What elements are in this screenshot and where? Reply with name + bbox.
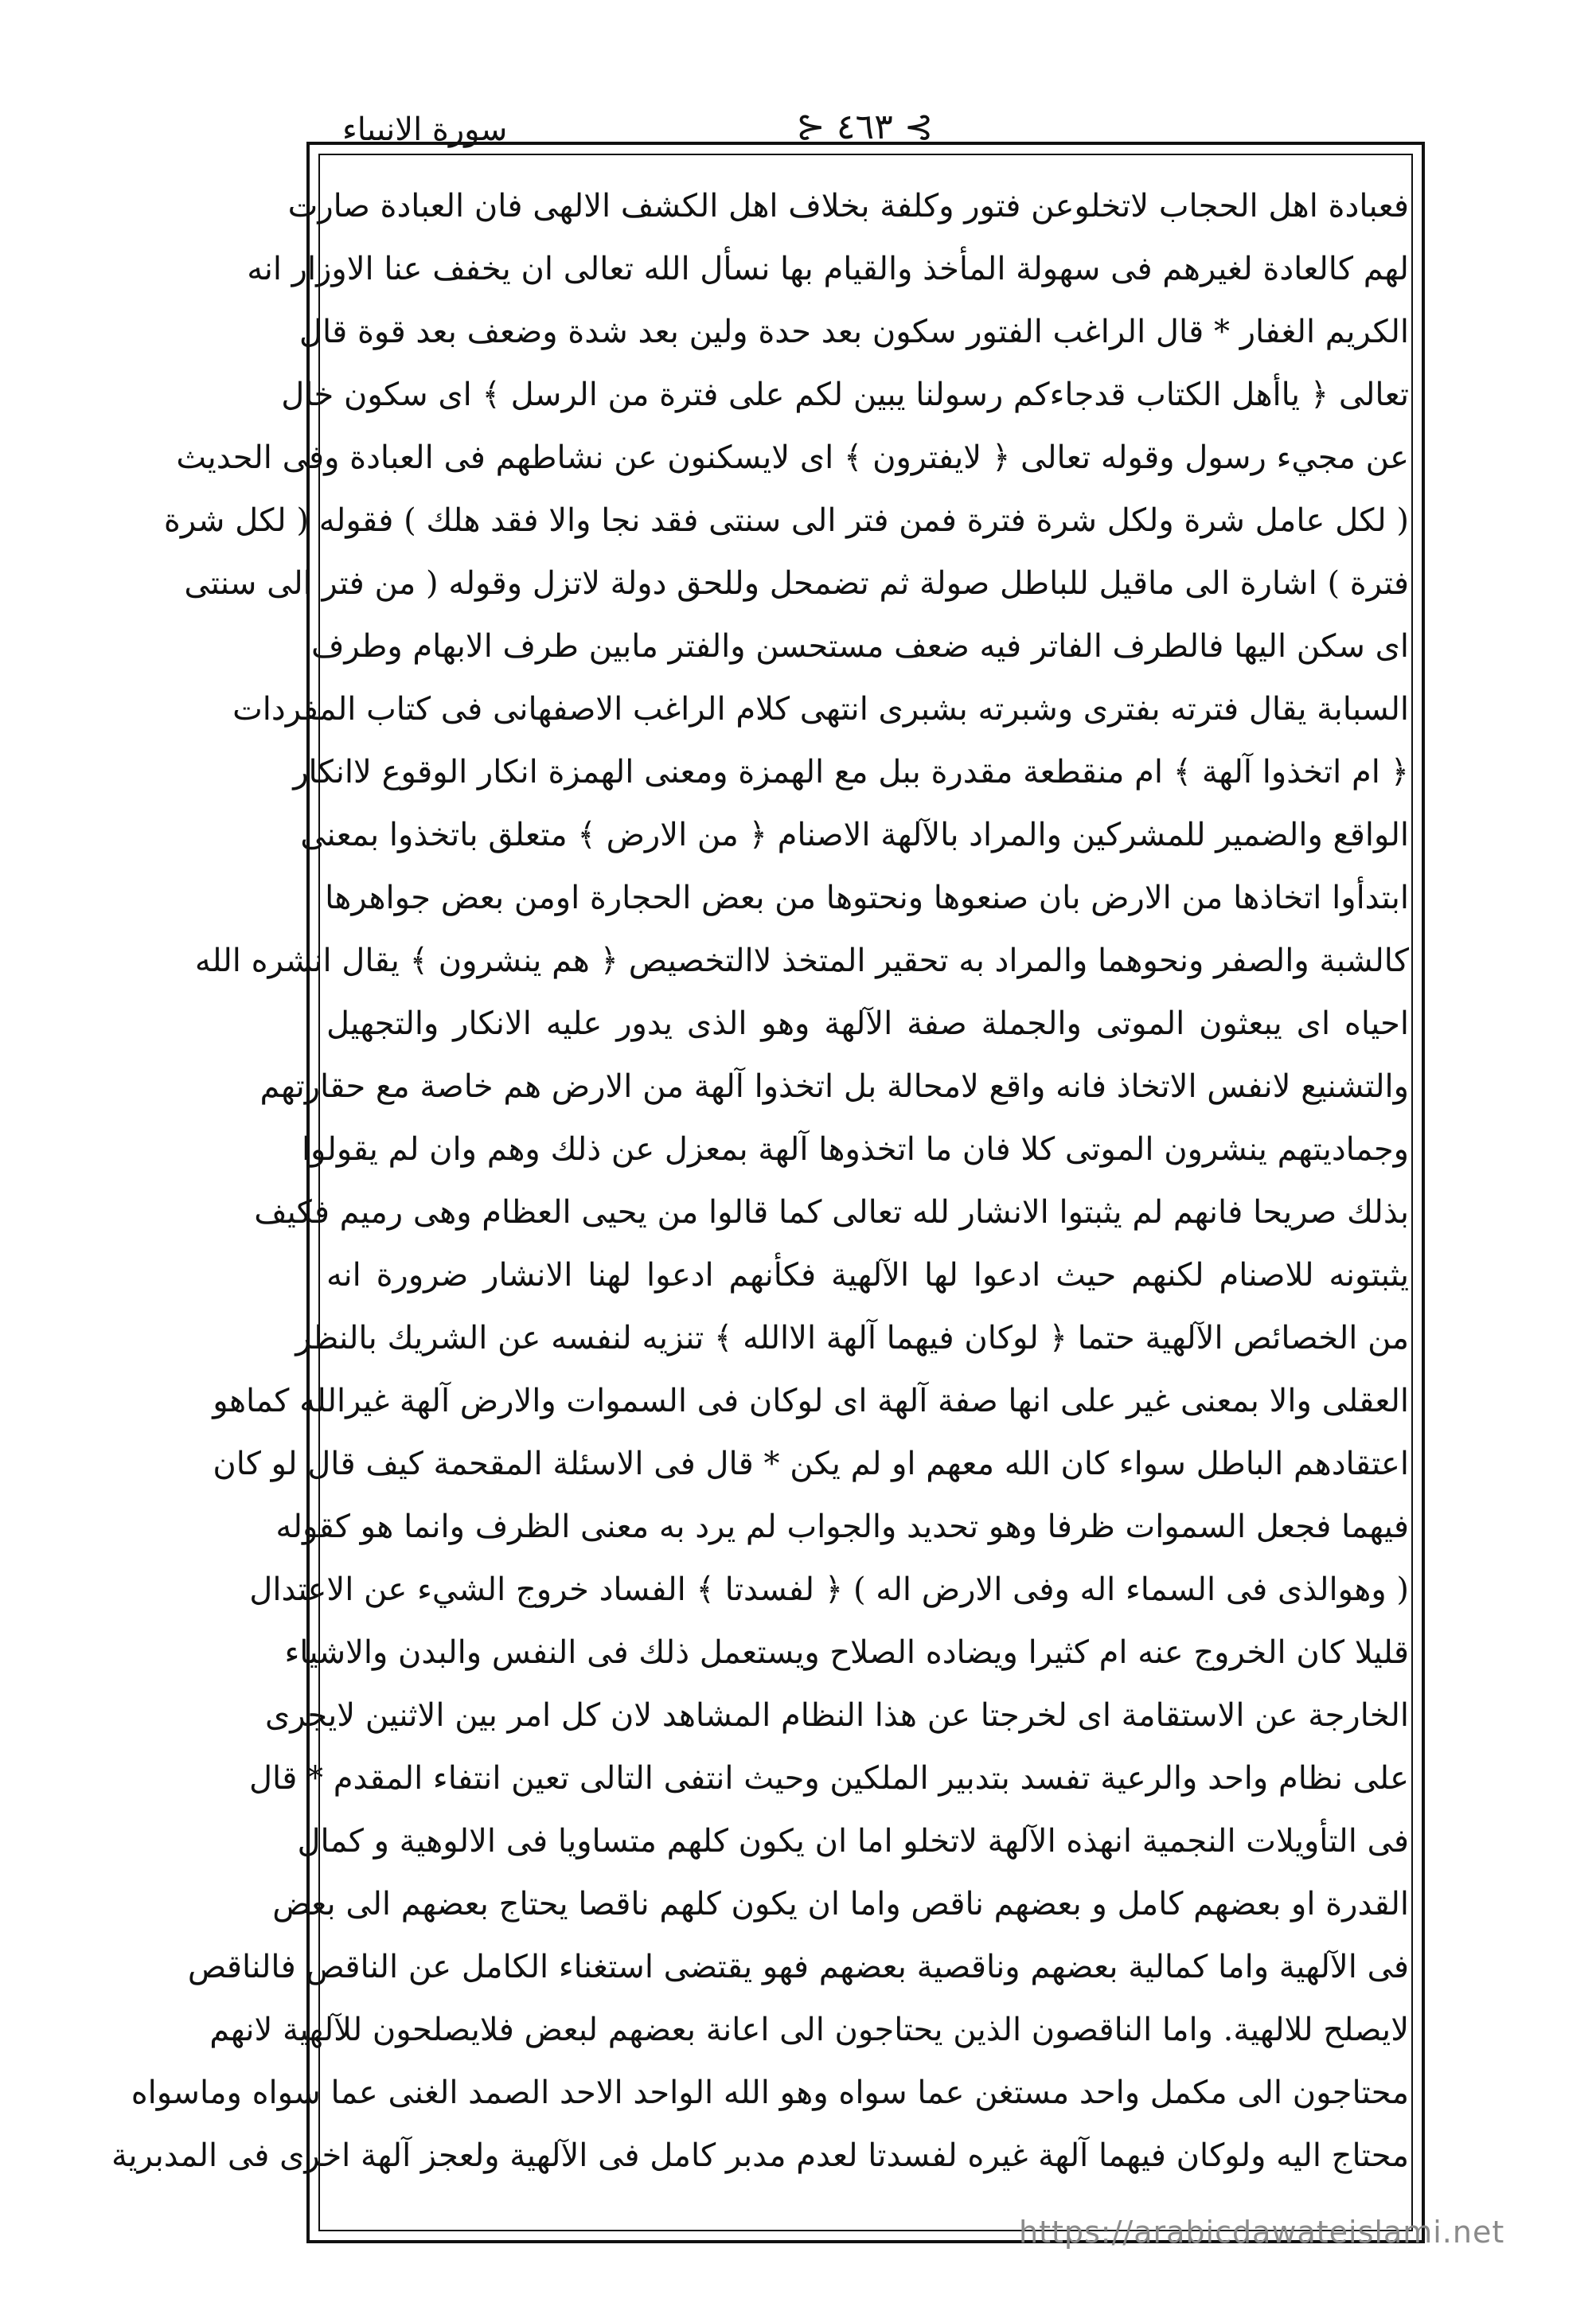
text-line: فيهما فجعل السموات ظرفا وهو تحديد والجواب لم يرد به معنى الظرف وانما هو كقوله [275, 1509, 1409, 1545]
text-line: فى الآلهية واما كمالية بعضهم وناقصية بعضهم فهو يقتضى استغناء الكامل عن الناقص فالناقص [187, 1949, 1409, 1985]
page-number: ⊱ ٤٦٣ ⊰ [796, 107, 934, 147]
text-line: تعالى ﴿ ياأهل الكتاب قدجاءكم رسولنا يبين لكم على فترة من الرسل ﴾ اى سكون خال [281, 377, 1409, 413]
text-line: كالشبة والصفر ونحوهما والمراد به تحقير المتخذ لاالتخصيص ﴿ هم ينشرون ﴾ يقال انشره الله [194, 943, 1409, 979]
text-line: عن مجيء رسول وقوله تعالى ﴿ لايفترون ﴾ اى لايسكنون عن نشاطهم فى العبادة وفى الحديث [176, 439, 1409, 476]
text-line: لهم كالعادة لغيرهم فى سهولة المأخذ والقيام بها نسأل الله تعالى ان يخفف عنا الاوزار انه [247, 251, 1409, 287]
text-line: على نظام واحد والرعية تفسد بتدبير الملكين وحيث انتفى التالى تعين انتفاء المقدم * قال [248, 1760, 1409, 1797]
text-line: السبابة يقال فترته بفترى وشبرته بشبرى انتهى كلام الراغب الاصفهانى فى كتاب المفردات [232, 691, 1409, 728]
text-line: من الخصائص الآلهية حتما ﴿ لوكان فيهما آلهة الاالله ﴾ تنزيه لنفسه عن الشريك بالنظر [295, 1320, 1409, 1356]
text-line: الخارجة عن الاستقامة اى لخرجتا عن هذا النظام المشاهد لان كل امر بين الاثنين لايجرى [264, 1697, 1409, 1734]
watermark-url: https://arabicdawateislami.net [1019, 2215, 1505, 2250]
text-line: اى سكن اليها فالطرف الفاتر فيه ضعف مستحسن والفتر مابين طرف الابهام وطرف [310, 628, 1409, 665]
text-line: بذلك صريحا فانهم لم يثبتوا الانشار لله تعالى كما قالوا من يحيى العظام وهى رميم فكيف [254, 1194, 1409, 1231]
text-line: محتاج اليه ولوكان فيهما آلهة غيره لفسدتا لعدم مدبر كامل فى الآلهية ولعجز آلهة اخرى فى المدبرية [111, 2137, 1409, 2174]
text-line: العقلى والا بمعنى غير على انها صفة آلهة اى لوكان فى السموات والارض آلهة غيرالله كماهو [213, 1383, 1409, 1419]
text-line: القدرة او بعضهم كامل و بعضهم ناقص واما ان يكون كلهم ناقصا يحتاج بعضهم الى بعض [272, 1886, 1409, 1922]
text-line: ابتدأوا اتخاذها من الارض بان صنعوها ونحتوها من بعض الحجارة اومن بعض جواهرها [325, 880, 1409, 916]
text-line: محتاجون الى مكمل واحد مستغن عما سواه وهو الله الواحد الاحد الصمد الغنى عما سواه وماسواه [131, 2075, 1409, 2111]
text-line: وجماديتهم ينشرون الموتى كلا فان ما اتخذوها آلهة بمعزل عن ذلك وهم وان لم يقولوا [301, 1131, 1409, 1168]
text-line: قليلا كان الخروج عنه ام كثيرا ويضاده الصلاح ويستعمل ذلك فى النفس والبدن والاشياء [284, 1634, 1409, 1671]
text-line: لايصلح للالهية. واما الناقصون الذين يحتاجون الى اعانة بعضهم لبعض فلايصلحون للآلهية لانهم [209, 2012, 1409, 2048]
text-line: والتشنيع لانفس الاتخاذ فانه واقع لامحالة بل اتخذوا آلهة من الارض هم خاصة مع حقارتهم [259, 1068, 1409, 1105]
text-line: ( وهوالذى فى السماء اله وفى الارض اله ) ﴿ لفسدتا ﴾ الفساد خروج الشيء عن الاعتدال [249, 1571, 1409, 1608]
surah-name: سورة الانبياء [342, 111, 508, 148]
text-line: الواقع والضمير للمشركين والمراد بالآلهة الاصنام ﴿ من الارض ﴾ متعلق باتخذوا بمعنى [300, 817, 1409, 853]
text-line: فعبادة اهل الحجاب لاتخلوعن فتور وكلفة بخلاف اهل الكشف الالهى فان العبادة صارت [287, 188, 1409, 224]
text-line: الكريم الغفار * قال الراغب الفتور سكون بعد حدة ولين بعد شدة وضعف بعد قوة قال [299, 314, 1409, 350]
text-line: فترة ) اشارة الى ماقيل للباطل صولة ثم تضمحل وللحق دولة لاتزل وقوله ( من فتر الى سنتى [184, 565, 1409, 602]
commentary-text-block [111, 175, 1409, 2188]
text-line: فى التأويلات النجمية انهذه الآلهة لاتخلو اما ان يكون كلهم متساويا فى الالوهية و كمال [297, 1823, 1409, 1860]
text-line: يثبتونه للاصنام لكنهم حيث ادعوا لها الآلهية فكأنهم ادعوا لهنا الانشار ضرورة انه [326, 1257, 1409, 1294]
text-line: ﴿ ام اتخذوا آلهة ﴾ ام منقطعة مقدرة ببل مع الهمزة ومعنى الهمزة انكار الوقوع لاانكار [293, 754, 1409, 790]
text-line: احياه اى يبعثون الموتى والجملة صفة الآلهة وهو الذى يدور عليه الانكار والتجهيل [326, 1005, 1409, 1042]
text-line: اعتقادهم الباطل سواء كان الله معهم او لم يكن * قال فى الاسئلة المقحمة كيف قال لو كان [213, 1446, 1409, 1482]
text-line: ( لكل عامل شرة ولكل شرة فترة فمن فتر الى سنتى فقد نجا والا فقد هلك ) فقوله ( لكل شرة [163, 502, 1409, 539]
